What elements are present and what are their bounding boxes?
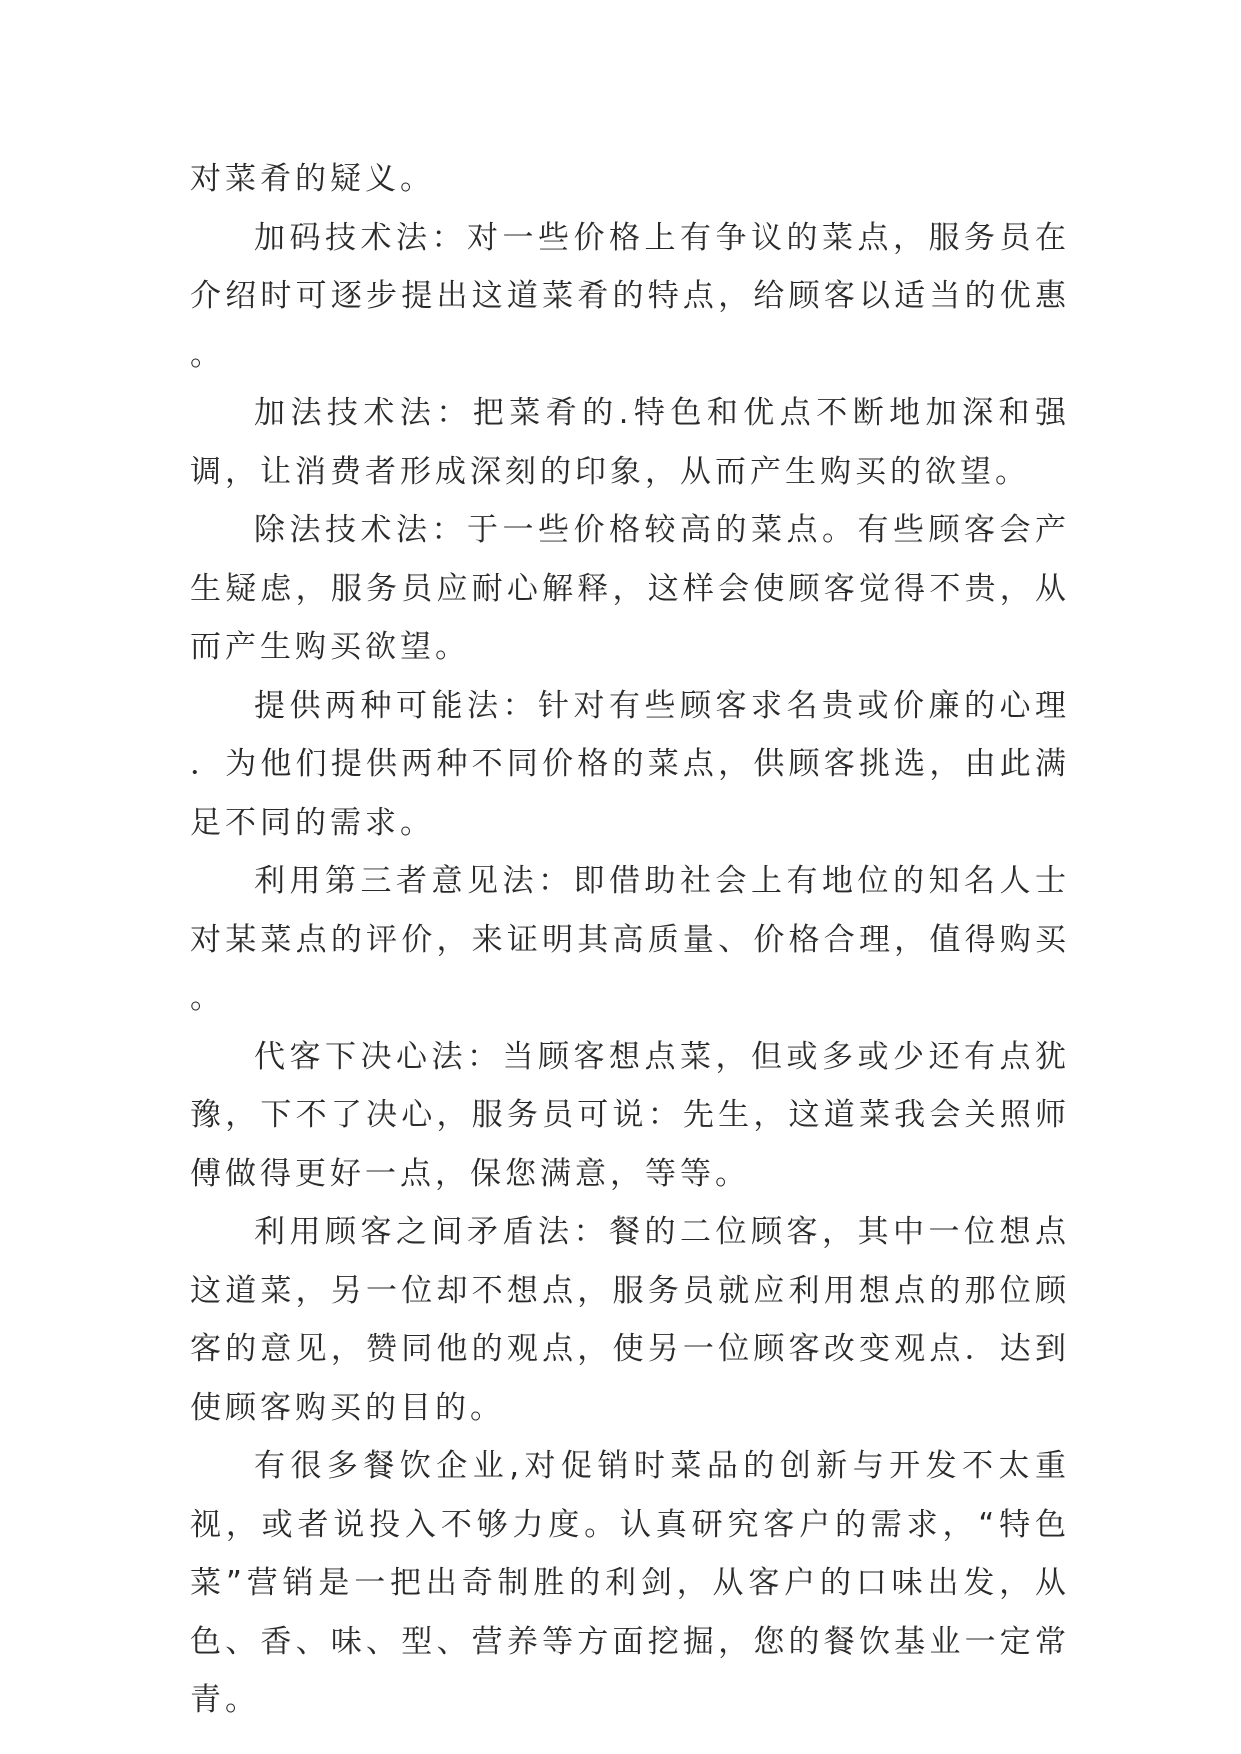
paragraph-decide-for-guest: 代客下决心法：当顾客想点菜，但或多或少还有点犹豫，下不了决心，服务员可说：先生，这道菜我会关照师傅做得更好一点，保您满意，等等。 [190,1038,1070,1192]
paragraph-markup-technique: 加码技术法：对一些价格上有争议的菜点，服务员在介绍时可逐步提出这道菜肴的特点，给顾客以适当的优惠。 [190,219,1070,373]
paragraph-conclusion: 有很多餐饮企业,对促销时菜品的创新与开发不太重视，或者说投入不够力度。认真研究客户的需求，“特色菜”营销是一把出奇制胜的利剑，从客户的口味出发，从色、香、味、型、营养等方面挖掘，您的餐饮基业一定常青。 [190,1448,1070,1718]
paragraph-division-technique: 除法技术法：于一些价格较高的菜点。有些顾客会产生疑虑，服务员应耐心解释，这样会使顾客觉得不贵，从而产生购买欲望。 [190,512,1070,665]
document-body [190,150,1070,1730]
paragraph-third-party-opinion: 利用第三者意见法：即借助社会上有地位的知名人士对某菜点的评价，来证明其高质量、价格合理，值得购买。 [190,863,1070,1016]
paragraph-addition-technique: 加法技术法：把菜肴的.特色和优点不断地加深和强调，让消费者形成深刻的印象，从而产生购买的欲望。 [190,395,1070,490]
paragraph-guest-disagreement: 利用顾客之间矛盾法：餐的二位顾客，其中一位想点这道菜，另一位却不想点，服务员就应利用想点的那位顾客的意见，赞同他的观点，使另一位顾客改变观点．达到使顾客购买的目的。 [190,1214,1070,1426]
paragraph-continuation: 对菜肴的疑义。 [190,161,435,197]
paragraph-two-options: 提供两种可能法：针对有些顾客求名贵或价廉的心理．为他们提供两种不同价格的菜点，供顾客挑选，由此满足不同的需求。 [190,687,1070,841]
